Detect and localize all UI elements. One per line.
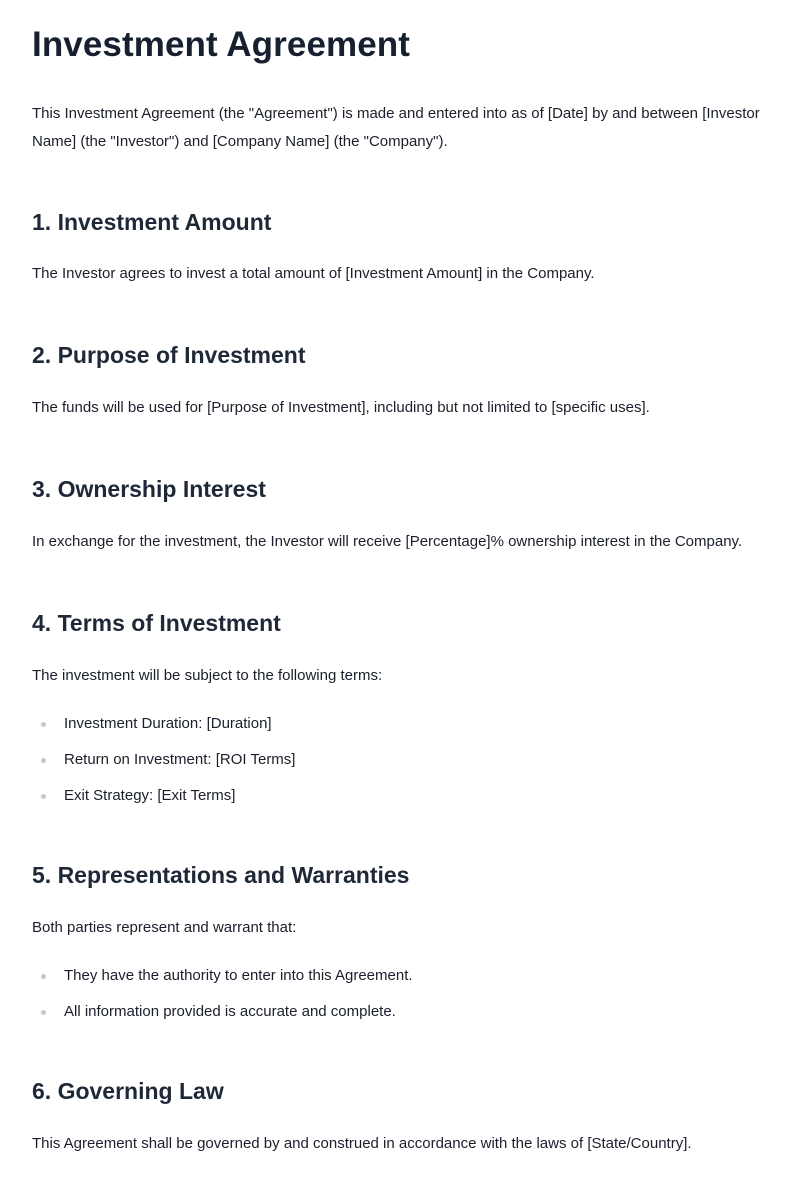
- list-item-text: They have the authority to enter into this Agreement.: [64, 967, 413, 984]
- section-heading: 1. Investment Amount: [32, 209, 272, 235]
- section-terms-of-investment: [32, 608, 768, 808]
- warranties-list: [32, 964, 768, 1024]
- section-body: In exchange for the investment, the Investor will receive [Percentage]% ownership interest in the Company.: [32, 533, 743, 550]
- section-heading: 3. Ownership Interest: [32, 476, 266, 502]
- section-investment-amount: [32, 207, 768, 288]
- list-item: [32, 748, 768, 772]
- section-heading: 4. Terms of Investment: [32, 610, 281, 636]
- list-item-text: Investment Duration: [Duration]: [64, 715, 272, 732]
- section-body: The Investor agrees to invest a total amount of [Investment Amount] in the Company.: [32, 265, 595, 282]
- list-item: [32, 1000, 768, 1024]
- section-heading: 6. Governing Law: [32, 1078, 224, 1104]
- list-item-text: Exit Strategy: [Exit Terms]: [64, 787, 236, 804]
- list-item-text: All information provided is accurate and complete.: [64, 1003, 396, 1020]
- section-governing-law: [32, 1076, 768, 1158]
- section-purpose-of-investment: [32, 340, 768, 422]
- section-body: Both parties represent and warrant that:: [32, 919, 297, 936]
- section-representations-and-warranties: [32, 860, 768, 1024]
- section-heading: 2. Purpose of Investment: [32, 342, 306, 368]
- document-title: Investment Agreement: [32, 25, 411, 64]
- section-body: The investment will be subject to the following terms:: [32, 667, 383, 684]
- bullet-icon: [41, 1010, 46, 1015]
- list-item-text: Return on Investment: [ROI Terms]: [64, 751, 296, 768]
- section-heading: 5. Representations and Warranties: [32, 862, 410, 888]
- list-item: [32, 784, 768, 808]
- bullet-icon: [41, 758, 46, 763]
- section-body: The funds will be used for [Purpose of Investment], including but not limited to [specific uses].: [32, 399, 650, 416]
- bullet-icon: [41, 722, 46, 727]
- bullet-icon: [41, 974, 46, 979]
- section-ownership-interest: [32, 474, 768, 556]
- list-item: [32, 964, 768, 988]
- list-item: [32, 712, 768, 736]
- section-body: This Agreement shall be governed by and construed in accordance with the laws of [State/Country].: [32, 1135, 692, 1152]
- intro-paragraph: This Investment Agreement (the "Agreement") is made and entered into as of [Date] by and between [Investor Name] (the "Investor") and [Company Name] (the "Company").: [32, 105, 760, 150]
- bullet-icon: [41, 794, 46, 799]
- terms-list: [32, 712, 768, 808]
